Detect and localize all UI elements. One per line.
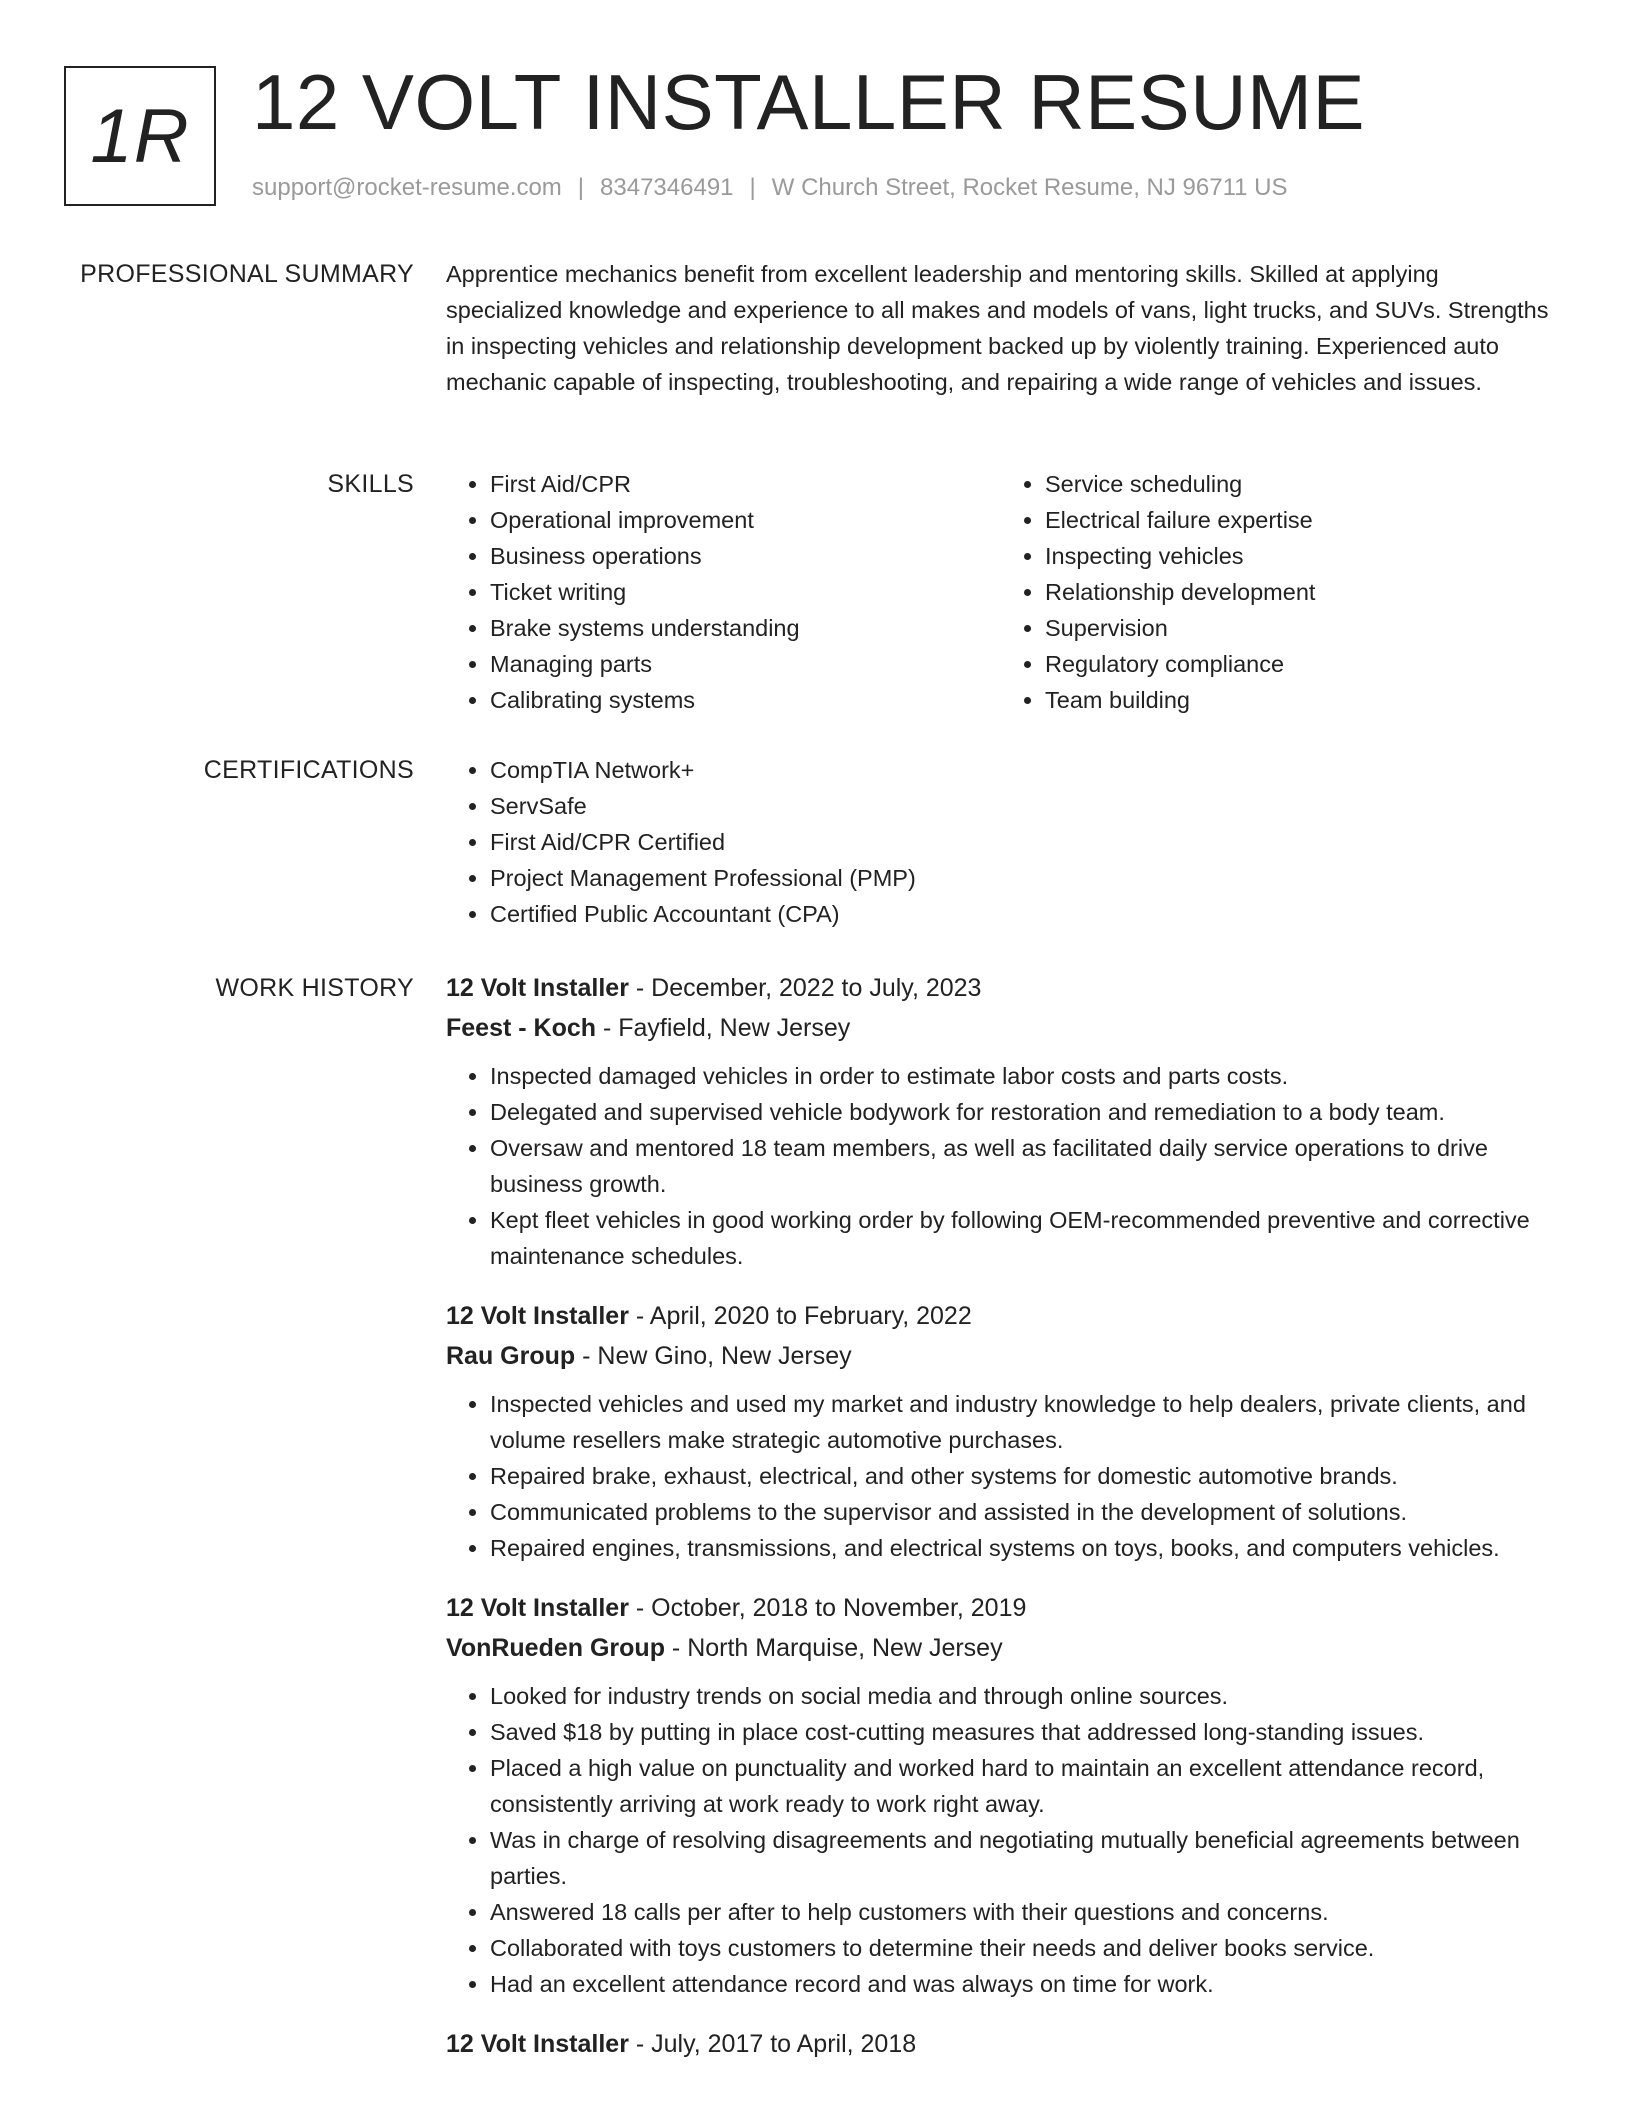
job-bullet: • Delegated and supervised vehicle bodywork for restoration and remediation to a body team. — [490, 1094, 1556, 1130]
certifications-body — [446, 752, 1556, 932]
job-dates: - April, 2020 to February, 2022 — [628, 1302, 972, 1330]
job-title-line — [446, 968, 1556, 1008]
resume-title: 12 VOLT INSTALLER RESUME — [252, 58, 1366, 146]
job-bullet: • Kept fleet vehicles in good working order by following OEM-recommended preventive and corrective maintenance schedules. — [490, 1202, 1556, 1274]
skill-item: • Service scheduling — [1045, 466, 1556, 502]
certifications-heading: CERTIFICATIONS — [203, 756, 414, 784]
skill-item: • Managing parts — [490, 646, 1001, 682]
job-bullet: • Answered 18 calls per after to help customers with their questions and concerns. — [490, 1894, 1556, 1930]
job-bullet: • Had an excellent attendance record and was always on time for work. — [490, 1966, 1556, 2002]
skills-columns — [446, 466, 1556, 718]
work-history-body — [446, 968, 1556, 2086]
skill-item: • Inspecting vehicles — [1045, 538, 1556, 574]
job-entry — [446, 1296, 1556, 1566]
skills-list-left — [446, 466, 1001, 718]
job-company-line — [446, 1628, 1556, 1668]
certification-item: • ServSafe — [490, 788, 1556, 824]
skill-item: • Operational improvement — [490, 502, 1001, 538]
job-entry — [446, 2024, 1556, 2064]
job-bullet: • Oversaw and mentored 18 team members, as well as facilitated daily service operations to drive business growth. — [490, 1130, 1556, 1202]
job-company: Rau Group — [446, 1342, 576, 1370]
certification-item: • First Aid/CPR Certified — [490, 824, 1556, 860]
job-bullet: • Placed a high value on punctuality and worked hard to maintain an excellent attendance record, consistently arriving at work ready to work right away. — [490, 1750, 1556, 1822]
job-dates: - July, 2017 to April, 2018 — [628, 2030, 917, 2058]
job-location: - New Gino, New Jersey — [575, 1342, 852, 1370]
job-bullets — [446, 1058, 1556, 1274]
job-dates: - October, 2018 to November, 2019 — [628, 1594, 1027, 1622]
job-title: 12 Volt Installer — [446, 2030, 629, 2058]
skills-heading: SKILLS — [327, 470, 414, 498]
monogram-logo: 1R — [64, 66, 216, 206]
skill-item: • Business operations — [490, 538, 1001, 574]
skill-item: • Regulatory compliance — [1045, 646, 1556, 682]
job-title-line — [446, 1296, 1556, 1336]
contact-line — [252, 174, 1288, 202]
work-history-heading: WORK HISTORY — [215, 974, 414, 1002]
skill-item: • Relationship development — [1045, 574, 1556, 610]
job-bullet: • Saved $18 by putting in place cost-cutting measures that addressed long-standing issues. — [490, 1714, 1556, 1750]
job-title-line — [446, 1588, 1556, 1628]
summary-heading: PROFESSIONAL SUMMARY — [80, 260, 414, 288]
contact-separator: | — [749, 174, 756, 201]
job-entry — [446, 1588, 1556, 2002]
job-title: 12 Volt Installer — [446, 974, 629, 1002]
certification-item: • CompTIA Network+ — [490, 752, 1556, 788]
job-title-line — [446, 2024, 1556, 2064]
skill-item: • First Aid/CPR — [490, 466, 1001, 502]
skill-item: • Ticket writing — [490, 574, 1001, 610]
skills-list-right — [1001, 466, 1556, 718]
job-bullet: • Repaired brake, exhaust, electrical, and other systems for domestic automotive brands. — [490, 1458, 1556, 1494]
skill-item: • Brake systems understanding — [490, 610, 1001, 646]
skill-item: • Calibrating systems — [490, 682, 1001, 718]
job-company: VonRueden Group — [446, 1634, 665, 1662]
job-bullet: • Repaired engines, transmissions, and electrical systems on toys, books, and computers vehicles. — [490, 1530, 1556, 1566]
skill-item: • Supervision — [1045, 610, 1556, 646]
job-company-line — [446, 1336, 1556, 1376]
certification-item: • Certified Public Accountant (CPA) — [490, 896, 1556, 932]
job-dates: - December, 2022 to July, 2023 — [628, 974, 982, 1002]
job-location: - North Marquise, New Jersey — [664, 1634, 1003, 1662]
summary-text: Apprentice mechanics benefit from excellent leadership and mentoring skills. Skilled at applying specialized knowledge and experience to all makes and models of vans, light trucks, and SUVs. Strengths in inspecting vehicles and relationship development backed up by violently training. Experienced auto mechanic capable of inspecting, troubleshooting, and repairing a wide range of vehicles and issues. — [446, 261, 1549, 395]
job-title: 12 Volt Installer — [446, 1594, 629, 1622]
job-bullet: • Looked for industry trends on social media and through online sources. — [490, 1678, 1556, 1714]
job-bullet: • Inspected damaged vehicles in order to estimate labor costs and parts costs. — [490, 1058, 1556, 1094]
job-company: Feest - Koch — [446, 1014, 597, 1042]
contact-phone[interactable]: 8347346491 — [600, 174, 734, 201]
job-bullet: • Was in charge of resolving disagreements and negotiating mutually beneficial agreements between parties. — [490, 1822, 1556, 1894]
certification-item: • Project Management Professional (PMP) — [490, 860, 1556, 896]
job-title: 12 Volt Installer — [446, 1302, 629, 1330]
job-bullets — [446, 1386, 1556, 1566]
certifications-list — [446, 752, 1556, 932]
contact-address: W Church Street, Rocket Resume, NJ 96711 US — [771, 174, 1288, 201]
job-bullets — [446, 1678, 1556, 2002]
job-location: - Fayfield, New Jersey — [596, 1014, 851, 1042]
contact-separator: | — [577, 174, 585, 201]
contact-email[interactable]: support@rocket-resume.com — [252, 174, 562, 201]
job-bullet: • Collaborated with toys customers to determine their needs and deliver books service. — [490, 1930, 1556, 1966]
job-entry — [446, 968, 1556, 1274]
skill-item: • Electrical failure expertise — [1045, 502, 1556, 538]
job-company-line — [446, 1008, 1556, 1048]
job-bullet: • Inspected vehicles and used my market and industry knowledge to help dealers, private clients, and volume resellers make strategic automotive purchases. — [490, 1386, 1556, 1458]
job-bullet: • Communicated problems to the supervisor and assisted in the development of solutions. — [490, 1494, 1556, 1530]
skill-item: • Team building — [1045, 682, 1556, 718]
